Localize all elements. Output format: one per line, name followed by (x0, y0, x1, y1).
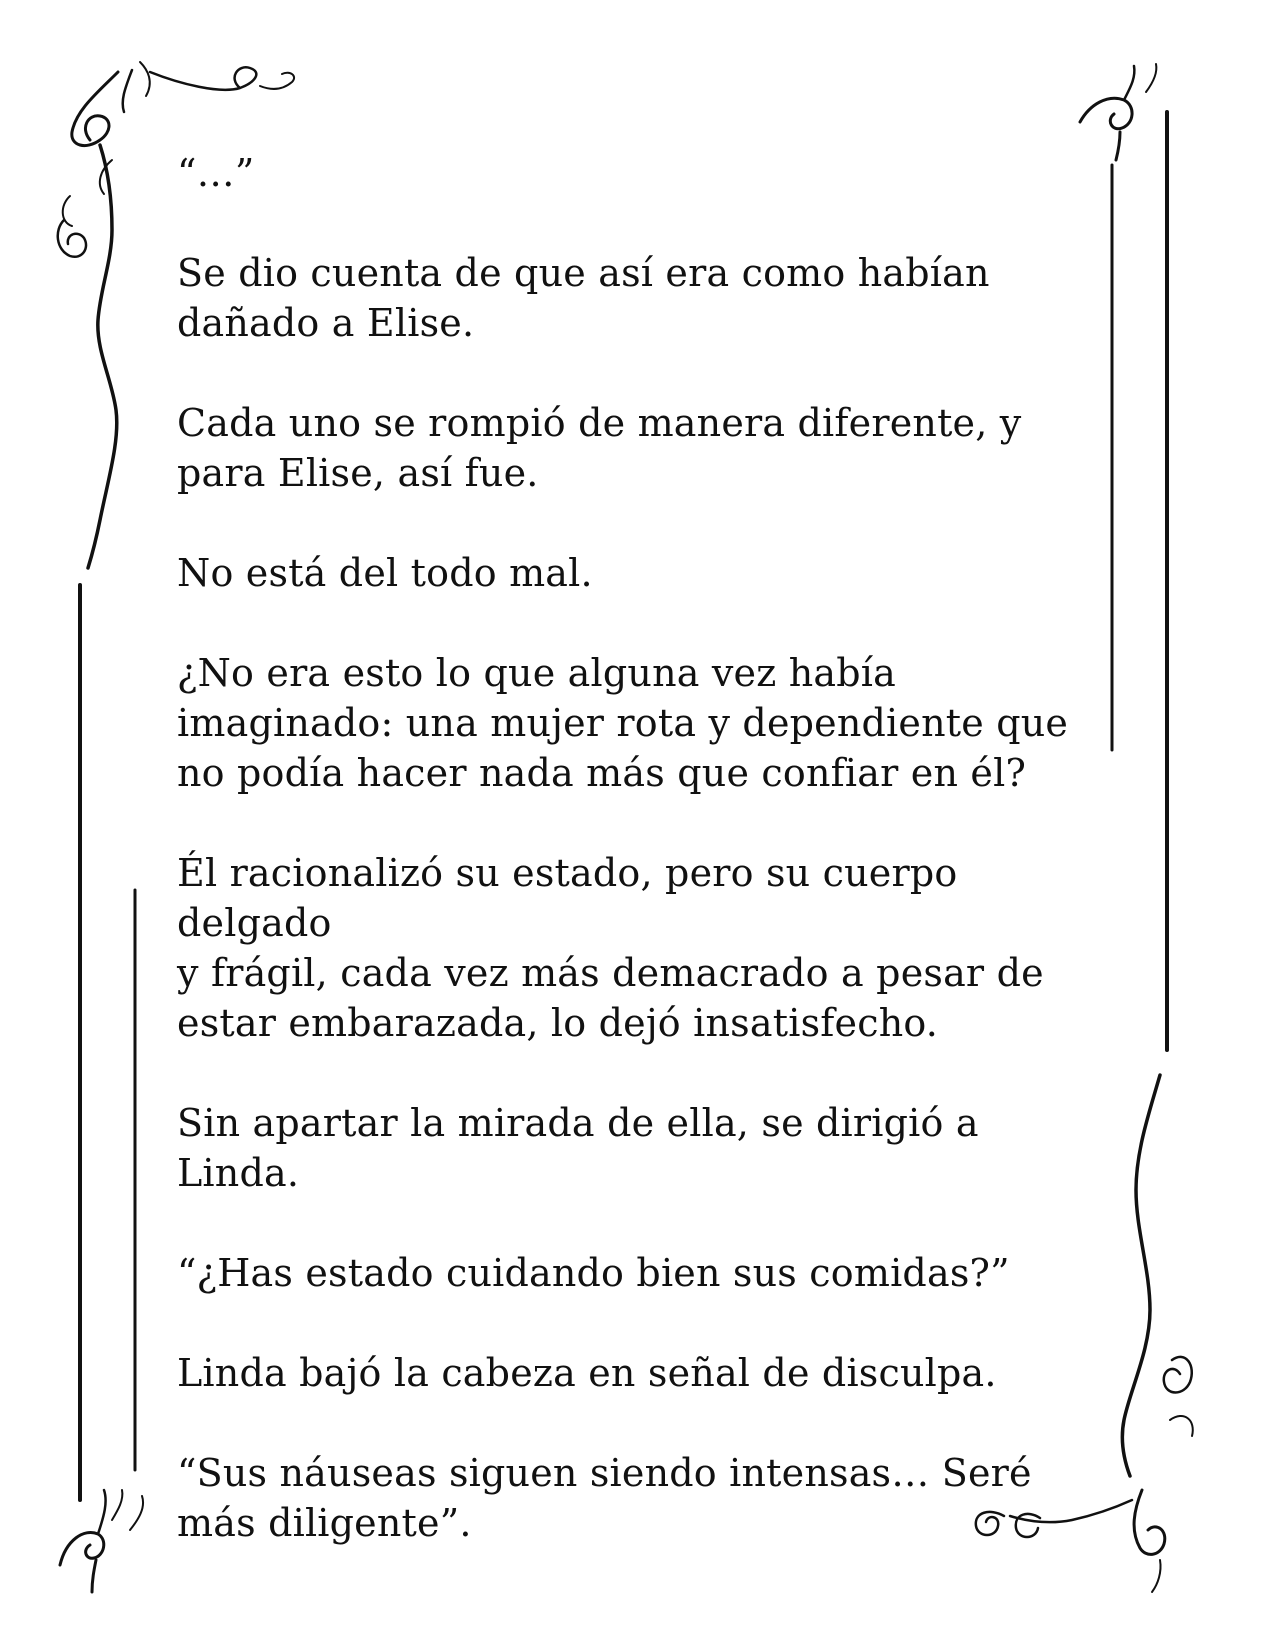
paragraph: “…” (177, 151, 255, 195)
paragraph: ¿No era esto lo que alguna vez había imaginado: una mujer rota y dependiente que no podía hacer nada más que confiar en él? (177, 651, 1069, 795)
top-right-flourish-icon (1080, 64, 1156, 160)
paragraph: “¿Has estado cuidando bien sus comidas?” (177, 1251, 1010, 1295)
document-body (177, 148, 1107, 1598)
bottom-left-flourish-icon (60, 1490, 143, 1592)
paragraph: Él racionalizó su estado, pero su cuerpo delgado y frágil, cada vez más demacrado a pesar de estar embarazada, lo dejó insatisfecho. (177, 851, 1044, 1045)
paragraph: No está del todo mal. (177, 551, 593, 595)
paragraph: Cada uno se rompió de manera diferente, y para Elise, así fue. (177, 401, 1022, 495)
paragraph: Se dio cuenta de que así era como habían dañado a Elise. (177, 251, 990, 345)
paragraph: Linda bajó la cabeza en señal de disculpa. (177, 1351, 997, 1395)
paragraph: “Sus náuseas siguen siendo intensas… Seré más diligente”. (177, 1451, 1032, 1545)
paragraph: Sin apartar la mirada de ella, se dirigió a Linda. (177, 1101, 979, 1195)
